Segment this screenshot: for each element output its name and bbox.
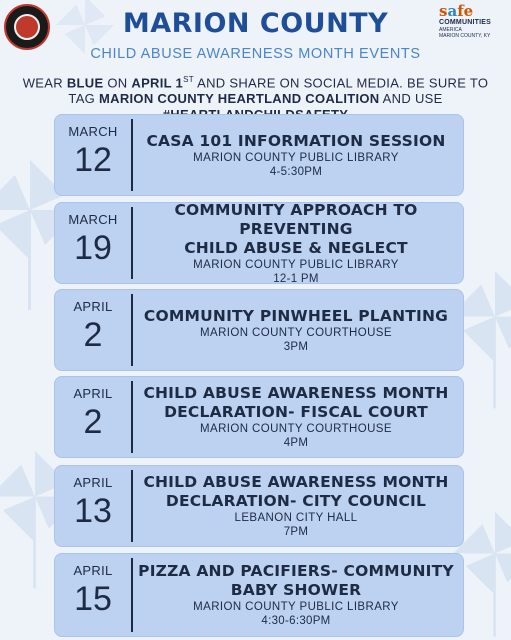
event-day: 2 — [83, 403, 103, 441]
event-day: 15 — [74, 580, 112, 618]
event-name: CHILD ABUSE AWARENESS MONTH — [143, 384, 449, 402]
event-card — [54, 202, 464, 284]
event-location: MARION COUNTY COURTHOUSE — [200, 423, 392, 435]
event-location: MARION COUNTY COURTHOUSE — [200, 326, 392, 339]
event-month: APRIL — [73, 299, 113, 314]
event-divider — [131, 207, 133, 279]
event-name: COMMUNITY PINWHEEL PLANTING — [143, 306, 449, 325]
logo-line-communities: COMMUNITIES — [439, 19, 491, 26]
event-divider — [131, 294, 133, 366]
event-time: 4PM — [283, 437, 309, 449]
event-location: MARION COUNTY PUBLIC LIBRARY — [193, 258, 399, 271]
event-month: APRIL — [73, 386, 113, 401]
event-name: COMMUNITY APPROACH TO PREVENTING — [174, 200, 418, 238]
event-day: 19 — [74, 229, 112, 267]
event-location: MARION COUNTY PUBLIC LIBRARY — [193, 601, 399, 613]
event-time: 12-1 PM — [273, 272, 319, 285]
event-location: MARION COUNTY PUBLIC LIBRARY — [193, 151, 399, 164]
event-details — [135, 290, 457, 370]
event-name: BABY SHOWER — [230, 581, 362, 599]
event-details — [135, 377, 457, 457]
event-details — [135, 554, 457, 636]
event-day: 12 — [74, 141, 112, 179]
safe-wordmark: safe — [439, 2, 474, 20]
event-details — [135, 115, 457, 195]
event-card — [54, 114, 464, 196]
event-divider — [131, 558, 133, 632]
event-day: 2 — [83, 316, 103, 354]
event-name: DECLARATION- CITY COUNCIL — [165, 492, 427, 510]
event-card — [54, 553, 464, 637]
logo-line-location: MARION COUNTY, KY — [439, 33, 491, 39]
event-details — [135, 466, 457, 546]
event-time: 7PM — [283, 526, 309, 538]
event-name: CHILD ABUSE AWARENESS MONTH — [143, 473, 449, 491]
event-time: 3PM — [283, 340, 309, 353]
logo-line-america: AMERICA — [439, 27, 462, 33]
page-subtitle: CHILD ABUSE AWARENESS MONTH EVENTS — [90, 46, 421, 62]
event-location: LEBANON CITY HALL — [234, 512, 358, 524]
page-title: MARION COUNTY — [122, 8, 389, 39]
event-time: 4-5:30PM — [269, 165, 323, 178]
event-name: DECLARATION- FISCAL COURT — [164, 403, 428, 421]
event-month: MARCH — [68, 124, 118, 139]
event-name: CASA 101 INFORMATION SESSION — [146, 131, 446, 150]
event-details — [135, 200, 457, 285]
event-month: APRIL — [73, 475, 113, 490]
intro-text: WEAR BLUE ON APRIL 1ST AND SHARE ON SOCIAL MEDIA. BE SURE TO TAG MARION COUNTY HEARTLAND COALITION AND USE — [22, 75, 489, 107]
event-month: APRIL — [73, 563, 113, 578]
event-name: CHILD ABUSE & NEGLECT — [184, 238, 408, 257]
event-time: 4:30-6:30PM — [261, 615, 331, 627]
event-name: PIZZA AND PACIFIERS- COMMUNITY — [138, 562, 454, 580]
event-day: 13 — [74, 492, 112, 530]
event-divider — [131, 381, 133, 453]
event-divider — [131, 119, 133, 191]
event-card — [54, 376, 464, 458]
event-month: MARCH — [68, 212, 118, 227]
event-card — [54, 289, 464, 371]
event-divider — [131, 470, 133, 542]
event-card — [54, 465, 464, 547]
